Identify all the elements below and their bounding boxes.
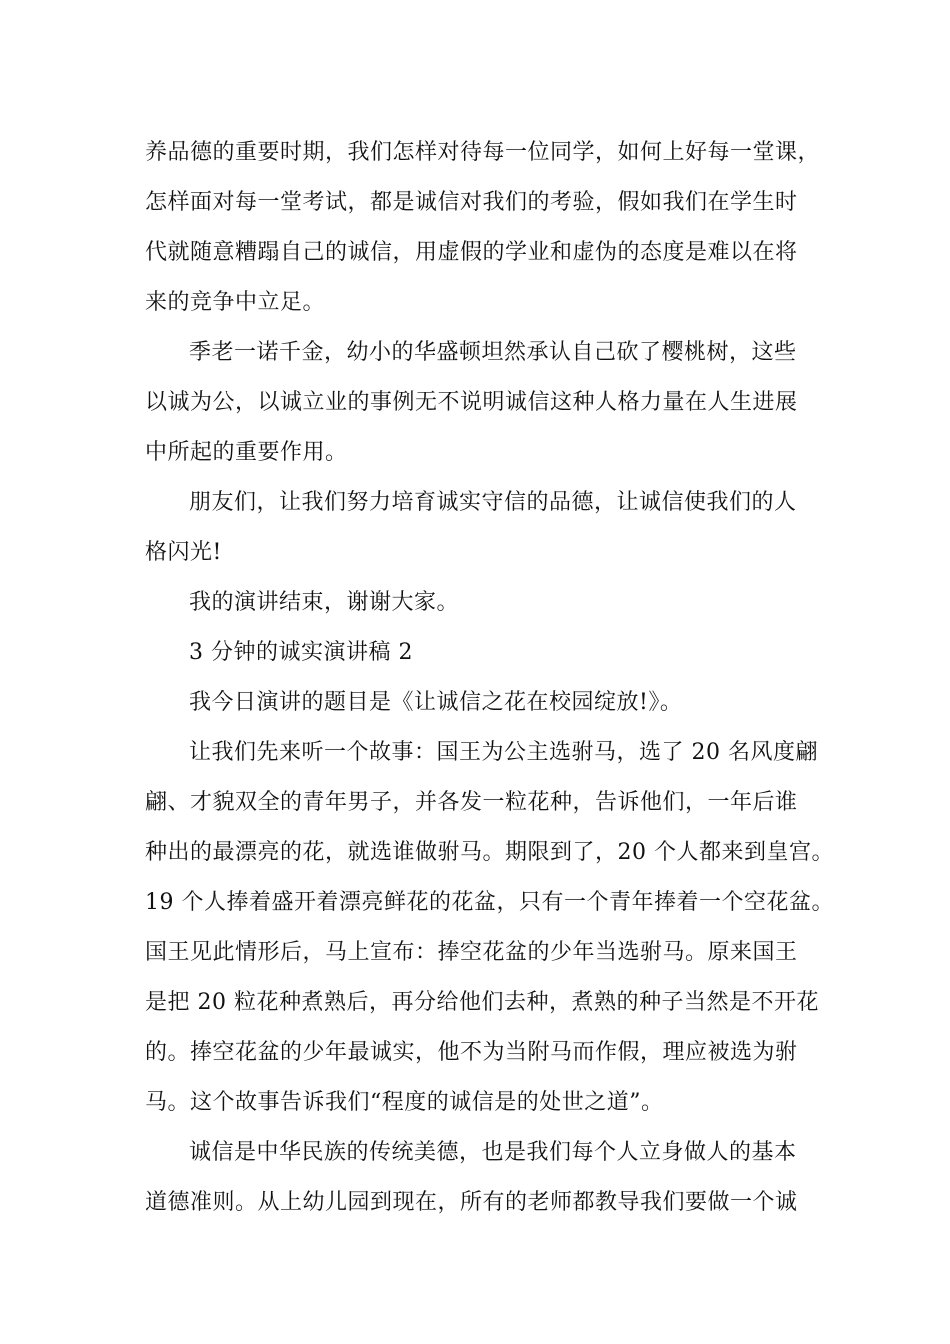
- text-line: 朋友们，让我们努力培育诚实守信的品德，让诚信使我们的人: [189, 490, 797, 515]
- text-line: 种出的最漂亮的花，就选谁做驸马。期限到了，20 个人都来到皇宫。: [145, 840, 834, 865]
- text-line: 格闪光!: [145, 540, 222, 565]
- text-line: 季老一诺千金，幼小的华盛顿坦然承认自己砍了樱桃树，这些: [189, 340, 797, 365]
- text-line: 代就随意糟蹋自己的诚信，用虚假的学业和虚伪的态度是难以在将: [145, 240, 798, 265]
- section-heading: 3 分钟的诚实演讲稿 2: [189, 640, 413, 665]
- text-line: 的。捧空花盆的少年最诚实，他不为当附马而作假，理应被选为驸: [145, 1040, 798, 1065]
- text-line: 19 个人捧着盛开着漂亮鲜花的花盆，只有一个青年捧着一个空花盆。: [145, 890, 834, 915]
- text-line: 国王见此情形后，马上宣布：捧空花盆的少年当选驸马。原来国王: [145, 940, 798, 965]
- document-body: [145, 128, 834, 1228]
- text-line: 是把 20 粒花种煮熟后，再分给他们去种，煮熟的种子当然是不开花: [145, 990, 819, 1015]
- text-line: 怎样面对每一堂考试，都是诚信对我们的考验，假如我们在学生时: [145, 190, 798, 215]
- text-line: 以诚为公，以诚立业的事例无不说明诚信这种人格力量在人生进展: [145, 390, 798, 415]
- text-line: 马。这个故事告诉我们“程度的诚信是的处世之道”。: [145, 1090, 664, 1115]
- text-line: 养品德的重要时期，我们怎样对待每一位同学，如何上好每一堂课，: [145, 140, 821, 165]
- text-line: 来的竞争中立足。: [145, 290, 326, 315]
- text-line: 诚信是中华民族的传统美德，也是我们每个人立身做人的基本: [189, 1140, 797, 1165]
- text-line: 中所起的重要作用。: [145, 440, 348, 465]
- text-line: 翩、才貌双全的青年男子，并各发一粒花种，告诉他们，一年后谁: [145, 790, 798, 815]
- text-line: 我今日演讲的题目是《让诚信之花在校园绽放!》。: [189, 690, 683, 715]
- text-line: 道德准则。从上幼儿园到现在，所有的老师都教导我们要做一个诚: [145, 1190, 798, 1215]
- text-line: 我的演讲结束，谢谢大家。: [189, 590, 460, 615]
- text-line: 让我们先来听一个故事：国王为公主选驸马，选了 20 名风度翩: [189, 740, 818, 765]
